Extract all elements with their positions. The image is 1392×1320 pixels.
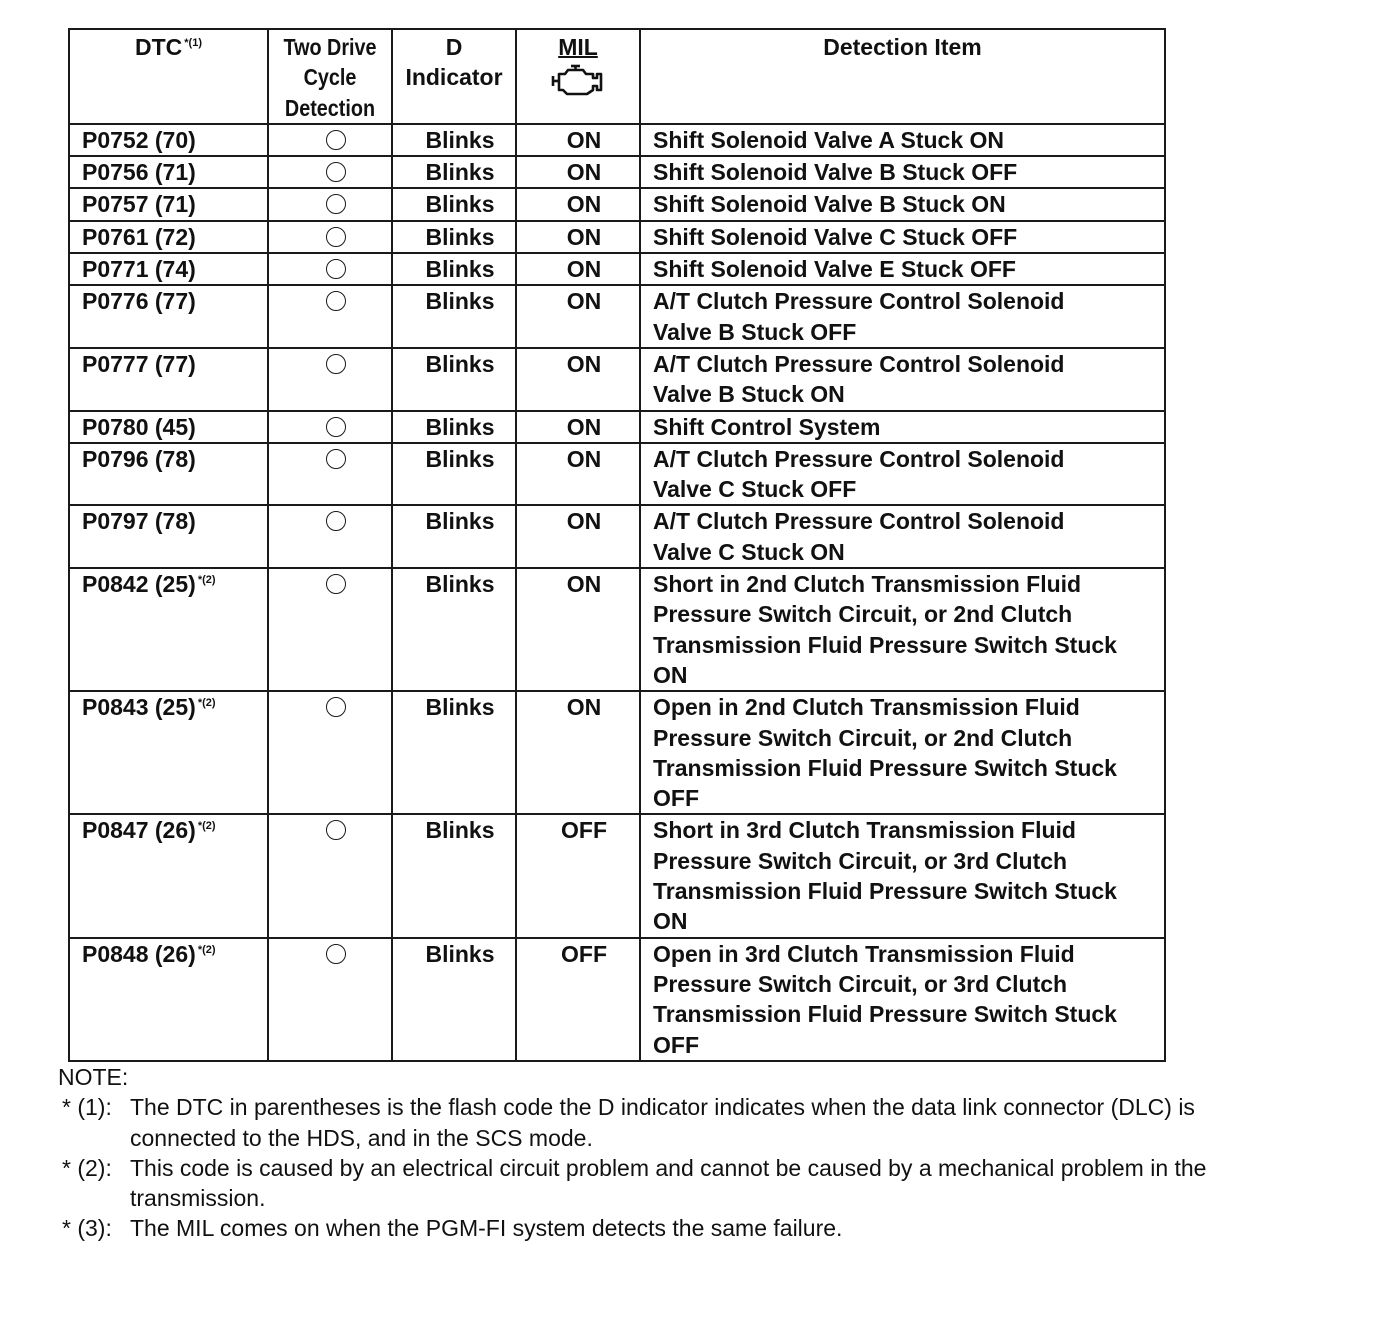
cell-detection-item [640,188,1165,220]
note-text-line: The DTC in parentheses is the flash code the D indicator indicates when the data link connector (DLC) is [130,1094,1195,1121]
cell-detection-item [640,411,1165,443]
cell-detection-item [640,221,1165,253]
table-row [69,505,1165,568]
cell-mil: ON [516,188,640,220]
detection-item-line: Shift Solenoid Valve A Stuck ON [653,126,1005,153]
cell-d-indicator: Blinks [392,938,516,1061]
cell-dtc [69,221,268,253]
cell-mil: ON [516,568,640,691]
detection-item-line: Valve C Stuck OFF [653,476,857,503]
header-dtc-label: DTC [134,34,183,60]
header-dtc [69,29,268,124]
cell-d-indicator: Blinks [392,124,516,156]
circle-mark-icon [326,820,346,840]
dtc-code: P0797 (78) [82,508,196,535]
notes-title: NOTE: [58,1064,129,1090]
detection-item-line: Valve B Stuck ON [653,381,845,408]
dtc-footnote: *(2) [197,697,216,710]
header-dtc-footnote: *(1) [184,37,202,49]
circle-mark-icon [326,194,346,214]
header-mil-label: MIL [558,34,598,60]
circle-mark-icon [326,291,346,311]
note-item [62,1092,1356,1153]
table-row [69,124,1165,156]
table-row [69,188,1165,220]
detection-item-line: Open in 3rd Clutch Transmission Fluid [653,940,1075,967]
circle-mark-icon [326,417,346,437]
dtc-code: P0757 (71) [82,191,196,218]
note-mark: * (1): [62,1094,112,1121]
detection-item-line: Open in 2nd Clutch Transmission Fluid [653,694,1080,721]
cell-dtc [69,938,268,1061]
dtc-code: P0843 (25) [82,694,196,721]
circle-mark-icon [326,130,346,150]
dtc-code: P0752 (70) [82,126,196,153]
detection-item-line: Shift Control System [653,413,881,440]
cell-d-indicator: Blinks [392,814,516,937]
circle-mark-icon [326,574,346,594]
cell-mil: ON [516,285,640,348]
note-item [62,1153,1356,1214]
dtc-footnote: *(2) [197,943,216,956]
cell-two-drive-cycle [268,443,392,506]
cell-d-indicator: Blinks [392,691,516,814]
cell-d-indicator: Blinks [392,443,516,506]
cell-mil: ON [516,124,640,156]
cell-two-drive-cycle [268,285,392,348]
dtc-code: P0848 (26) [82,940,196,967]
cell-two-drive-cycle [268,411,392,443]
cell-two-drive-cycle [268,568,392,691]
circle-mark-icon [326,511,346,531]
dtc-code: P0776 (77) [82,288,196,315]
cell-dtc [69,568,268,691]
cell-two-drive-cycle [268,814,392,937]
cell-two-drive-cycle [268,348,392,411]
note-text [130,1153,1356,1214]
table-row [69,348,1165,411]
dtc-code: P0847 (26) [82,817,196,844]
detection-item-line: A/T Clutch Pressure Control Solenoid [653,288,1065,315]
cell-dtc [69,814,268,937]
table-row [69,411,1165,443]
detection-item-line: ON [653,661,688,688]
table-row [69,221,1165,253]
table-row [69,156,1165,188]
header-detection-item: Detection Item [640,29,1165,124]
cell-detection-item [640,285,1165,348]
detection-item-line: Short in 3rd Clutch Transmission Fluid [653,817,1076,844]
detection-item-line: Pressure Switch Circuit, or 3rd Clutch [653,847,1068,874]
cell-detection-item [640,443,1165,506]
dtc-code: P0796 (78) [82,445,196,472]
detection-item-line: Shift Solenoid Valve B Stuck ON [653,191,1006,218]
cell-two-drive-cycle [268,221,392,253]
table-header-row [69,29,1165,124]
cell-detection-item [640,348,1165,411]
cell-d-indicator: Blinks [392,411,516,443]
cell-detection-item [640,814,1165,937]
table-row [69,443,1165,506]
cell-dtc [69,411,268,443]
table-row [69,253,1165,285]
header-d-indicator [392,29,516,124]
cell-mil: ON [516,691,640,814]
detection-item-line: A/T Clutch Pressure Control Solenoid [653,350,1065,377]
cell-detection-item [640,691,1165,814]
detection-item-line: Valve C Stuck ON [653,538,845,565]
detection-item-line: Valve B Stuck OFF [653,318,857,345]
detection-item-line: Shift Solenoid Valve E Stuck OFF [653,256,1016,283]
cell-detection-item [640,124,1165,156]
detection-item-line: A/T Clutch Pressure Control Solenoid [653,445,1065,472]
note-text [130,1213,1356,1243]
notes-list [56,1092,1356,1243]
detection-item-line: Transmission Fluid Pressure Switch Stuck [653,754,1117,781]
detection-item-line: Transmission Fluid Pressure Switch Stuck [653,631,1117,658]
cell-mil: ON [516,443,640,506]
cell-mil: ON [516,253,640,285]
detection-item-line: Pressure Switch Circuit, or 3rd Clutch [653,970,1068,997]
detection-item-line: A/T Clutch Pressure Control Solenoid [653,508,1065,535]
header-two-drive-line: Two Drive [283,34,377,60]
dtc-table [68,28,1166,1062]
cell-dtc [69,188,268,220]
cell-detection-item [640,938,1165,1061]
header-d-indicator-line: Indicator [405,64,503,91]
cell-two-drive-cycle [268,124,392,156]
cell-d-indicator: Blinks [392,156,516,188]
cell-detection-item [640,568,1165,691]
dtc-code: P0761 (72) [82,223,196,250]
circle-mark-icon [326,354,346,374]
dtc-code: P0780 (45) [82,413,196,440]
cell-dtc [69,348,268,411]
detection-item-line: Shift Solenoid Valve B Stuck OFF [653,159,1018,186]
table-row [69,938,1165,1061]
circle-mark-icon [326,162,346,182]
cell-dtc [69,285,268,348]
cell-two-drive-cycle [268,253,392,285]
header-two-drive-line: Cycle [303,64,357,91]
cell-d-indicator: Blinks [392,505,516,568]
table-row [69,814,1165,937]
detection-item-line: OFF [653,1031,699,1058]
cell-d-indicator: Blinks [392,253,516,285]
cell-mil: OFF [516,938,640,1061]
dtc-footnote: *(2) [197,820,216,833]
dtc-code: P0842 (25) [82,571,196,598]
cell-two-drive-cycle [268,156,392,188]
cell-two-drive-cycle [268,938,392,1061]
cell-mil: ON [516,221,640,253]
circle-mark-icon [326,697,346,717]
cell-d-indicator: Blinks [392,348,516,411]
cell-d-indicator: Blinks [392,188,516,220]
dtc-code: P0771 (74) [82,256,196,283]
note-text-line: transmission. [130,1185,266,1212]
detection-item-line: Pressure Switch Circuit, or 2nd Clutch [653,601,1073,628]
note-text-line: connected to the HDS, and in the SCS mode. [130,1124,593,1151]
cell-d-indicator: Blinks [392,568,516,691]
cell-dtc [69,253,268,285]
cell-dtc [69,443,268,506]
header-two-drive-line: Detection [284,94,376,121]
notes-section [56,1062,1356,1244]
table-row [69,285,1165,348]
header-d-indicator-line: D [445,34,463,60]
header-mil [516,29,640,124]
detection-item-line: Shift Solenoid Valve C Stuck OFF [653,223,1018,250]
detection-item-line: Transmission Fluid Pressure Switch Stuck [653,1001,1117,1028]
note-mark: * (3): [62,1215,112,1242]
cell-two-drive-cycle [268,188,392,220]
note-text-line: The MIL comes on when the PGM-FI system detects the same failure. [130,1215,843,1242]
cell-mil: ON [516,156,640,188]
dtc-code: P0756 (71) [82,159,196,186]
detection-item-line: Short in 2nd Clutch Transmission Fluid [653,571,1082,598]
detection-item-line: Pressure Switch Circuit, or 2nd Clutch [653,724,1073,751]
cell-mil: ON [516,411,640,443]
note-item [62,1213,1356,1243]
cell-d-indicator: Blinks [392,285,516,348]
header-two-drive-cycle [277,29,384,124]
circle-mark-icon [326,449,346,469]
dtc-code: P0777 (77) [82,350,196,377]
circle-mark-icon [326,944,346,964]
cell-two-drive-cycle [268,691,392,814]
detection-item-line: ON [653,908,688,935]
cell-two-drive-cycle [268,505,392,568]
cell-dtc [69,691,268,814]
table-row [69,691,1165,814]
circle-mark-icon [326,227,346,247]
cell-mil: ON [516,505,640,568]
circle-mark-icon [326,259,346,279]
note-text-line: This code is caused by an electrical circuit problem and cannot be caused by a mechanical problem in the [130,1154,1207,1181]
cell-d-indicator: Blinks [392,221,516,253]
cell-mil: ON [516,348,640,411]
engine-check-icon [547,64,609,98]
cell-detection-item [640,156,1165,188]
detection-item-line: Transmission Fluid Pressure Switch Stuck [653,878,1117,905]
cell-detection-item [640,253,1165,285]
note-text [130,1092,1356,1153]
detection-item-line: OFF [653,785,699,812]
note-mark: * (2): [62,1154,112,1181]
cell-dtc [69,124,268,156]
cell-dtc [69,156,268,188]
cell-dtc [69,505,268,568]
cell-mil: OFF [516,814,640,937]
cell-detection-item [640,505,1165,568]
table-row [69,568,1165,691]
dtc-footnote: *(2) [197,574,216,587]
